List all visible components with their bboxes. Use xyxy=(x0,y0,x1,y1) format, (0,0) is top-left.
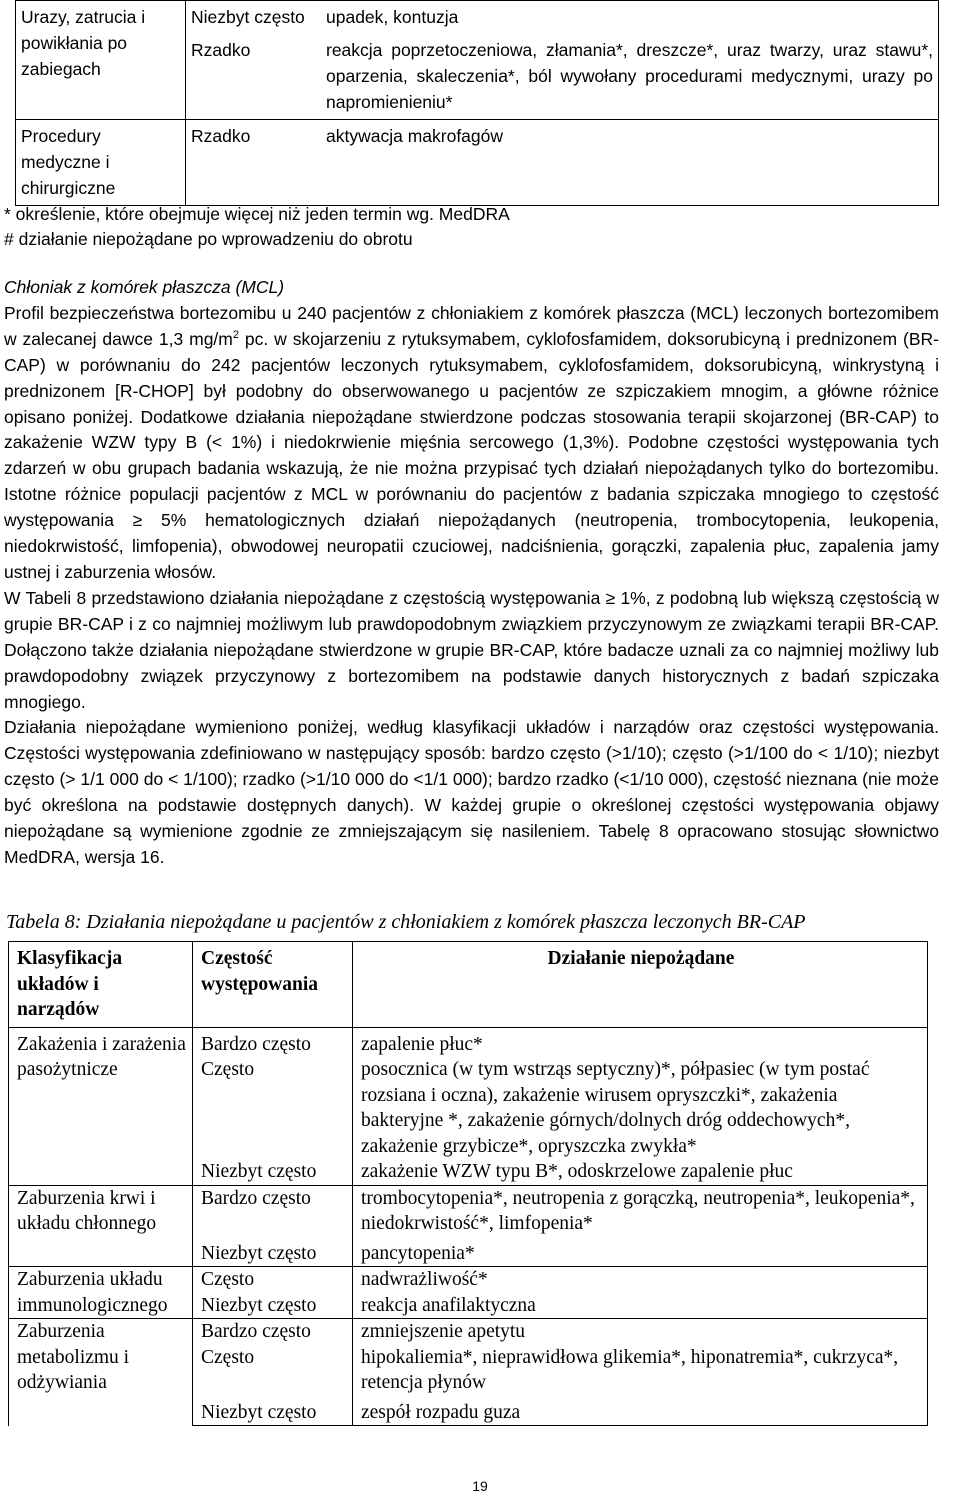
table-8 xyxy=(8,941,928,1426)
frequency-cell: Często xyxy=(193,1345,353,1396)
soc-cell: Zaburzenia krwi i układu chłonnego xyxy=(9,1185,193,1267)
reaction-cell: zapalenie płuc* xyxy=(353,1027,928,1057)
frequency-cell: Rzadko xyxy=(191,40,251,60)
adverse-reactions-table-continued xyxy=(15,0,939,206)
frequency-cell: Bardzo często xyxy=(193,1319,353,1345)
soc-cell: Zakażenia i zarażenia pasożytnicze xyxy=(9,1027,193,1185)
reaction-cell: trombocytopenia*, neutropenia z gorączką, neutropenia*, leukopenia*, niedokrwistość*, limfopenia* xyxy=(353,1185,928,1237)
frequency-cell: Bardzo często xyxy=(193,1185,353,1237)
header-frequency: Częstość występowania xyxy=(193,942,353,1028)
soc-cell xyxy=(16,120,186,206)
frequency-cell: Rzadko xyxy=(186,120,322,206)
frequency-cell: Często xyxy=(193,1057,353,1159)
header-category: Klasyfikacja układów i narządów xyxy=(9,942,193,1028)
mcl-section xyxy=(4,275,939,871)
soc-cell: Zaburzenia układu immunologicznego xyxy=(9,1267,193,1319)
soc-label: Urazy, zatrucia i powikłania po zabiegach xyxy=(21,7,146,79)
reaction-cell: hipokaliemia*, nieprawidłowa glikemia*, hiponatremia*, cukrzyca*, retencja płynów xyxy=(353,1345,928,1396)
reaction-cell: zakażenie WZW typu B*, odoskrzelowe zapalenie płuc xyxy=(353,1159,928,1185)
section-heading: Chłoniak z komórek płaszcza (MCL) xyxy=(4,277,285,297)
header-reaction: Działanie niepożądane xyxy=(353,942,928,1028)
paragraph-table-intro: W Tabeli 8 przedstawiono działania niepożądane z częstością występowania ≥ 1%, z podobną lub większą częstością w grupie BR-CAP i z co najmniej możliwym lub prawdopodobnym związkiem przyczynowym ze związkami terapii BR-CAP. Dołączono także działania niepożądane stwierdzone w grupie BR-CAP, które badacze uznali za co najmniej możliwy lub prawdopodobny związek przyczynowy z bortezomibem na podstawie danych historycznych z badań szpiczaka mnogiego. xyxy=(4,587,939,712)
frequency-cell: Niezbyt często xyxy=(193,1159,353,1185)
reaction-cell: reakcja anafilaktyczna xyxy=(353,1293,928,1319)
frequency-cell: Niezbyt często xyxy=(193,1293,353,1319)
reaction-cell: zmniejszenie apetytu xyxy=(353,1319,928,1345)
paragraph-safety-profile xyxy=(4,301,939,586)
reaction-cell: pancytopenia* xyxy=(353,1237,928,1267)
table-caption: Tabela 8: Działania niepożądane u pacjentów z chłoniakiem z komórek płaszcza leczonych BR-CAP xyxy=(6,911,806,933)
frequency-cell: Niezbyt często xyxy=(193,1237,353,1267)
paragraph-text: pc. w skojarzeniu z rytuksymabem, cyklofosfamidem, doksorubicyną i prednizonem (BR-CAP) w porównaniu do 242 pacjentów leczonych rytuksymabem, cyklofosfamidem, doksorubicyną, winkrystyną i prednizonem [R-CHOP] był podobny do obserwowanego u pacjentów ze szpiczakiem mnogim, a główne różnice opisano poniżej. Dodatkowe działania niepożądane stwierdzone podczas stosowania terapii skojarzonej (BR-CAP) to zakażenie WZW typy B (< 1%) i niedokrwienie mięśnia sercowego (1,3%). Podobne częstości występowania tych zdarzeń w obu grupach badania wskazują, że nie można przypisać tych działań niepożądanych tylko do bortezomibu. Istotne różnice populacji pacjentów z MCL w porównaniu do pacjentów z badania szpiczaka mnogiego to częstość występowania ≥ 5% hematologicznych działań niepożądanych (neutropenia, trombocytopenia, leukopenia, niedokrwistość, limfopenia), obwodowej neuropatii czuciowej, nadciśnienia, gorączki, zapalenia płuc, zapalenia jamy ustnej i zaburzenia włosów. xyxy=(4,328,939,582)
table-row xyxy=(9,1319,928,1345)
frequency-cell: Niezbyt często xyxy=(193,1396,353,1426)
reaction-cell: posocznica (w tym wstrząs septyczny)*, półpasiec (w tym postać rozsiana i oczna), zakażenie wirusem opryszczki*, zakażenia bakteryjne *, zakażenie górnych/dolnych dróg oddechowych*, zakażenie grzybicze*, opryszczka zwykła* xyxy=(353,1057,928,1159)
paragraph-frequency-definitions: Działania niepożądane wymieniono poniżej, według klasyfikacji układów i narządów oraz częstości występowania. Częstości występowania zdefiniowano w następujący sposób: bardzo często (>1/10); często (>1/100 do < 1/10); niezbyt często (> 1/1 000 do < 1/100); rzadko (>1/10 000 do <1/1 000); bardzo rzadko (<1/10 000), częstość nieznana (nie może być określona na podstawie dostępnych danych). W każdej grupie o określonej częstości występowania objawy niepożądane są wymienione zgodnie ze zmniejszającym się nasileniem. Tabelę 8 opracowano stosując słownictwo MedDRA, wersja 16. xyxy=(4,717,939,867)
soc-label: Procedury medyczne i chirurgiczne xyxy=(21,126,116,198)
superscript: 2 xyxy=(232,328,239,341)
reaction-cell: reakcja poprzetoczeniowa, złamania*, dreszcze*, uraz twarzy, uraz stawu*, oparzenia, skaleczenia*, ból wywołany procedurami medycznymi, urazy po napromienieniu* xyxy=(321,34,939,120)
frequency-cell: Niezbyt często xyxy=(186,1,322,35)
footnote-asterisk: * określenie, które obejmuje więcej niż jeden termin wg. MedDRA xyxy=(4,204,510,224)
frequency-cell: Często xyxy=(193,1267,353,1293)
footnotes xyxy=(4,202,944,252)
soc-cell xyxy=(16,1,186,120)
reaction-cell: aktywacja makrofagów xyxy=(321,120,939,206)
reaction-cell: nadwrażliwość* xyxy=(353,1267,928,1293)
soc-cell: Zaburzenia metabolizmu i odżywiania xyxy=(9,1319,193,1426)
frequency-cell: Bardzo często xyxy=(193,1027,353,1057)
table-row xyxy=(9,1185,928,1237)
table-row xyxy=(9,1027,928,1057)
reaction-cell: upadek, kontuzja xyxy=(321,1,939,35)
table-header-row xyxy=(9,942,928,1028)
table-row xyxy=(9,1267,928,1293)
paragraph-text: Profil bezpieczeństwa bortezomibu u 240 pacjentów z chłoniakiem z komórek płaszcza (MCL) leczonych bortezomibem w zalecanej dawce 1,3 mg/m xyxy=(4,302,939,349)
reaction-cell: zespół rozpadu guza xyxy=(353,1396,928,1426)
footnote-hash: # działanie niepożądane po wprowadzeniu do obrotu xyxy=(4,229,413,249)
page-number: 19 xyxy=(472,1478,488,1494)
